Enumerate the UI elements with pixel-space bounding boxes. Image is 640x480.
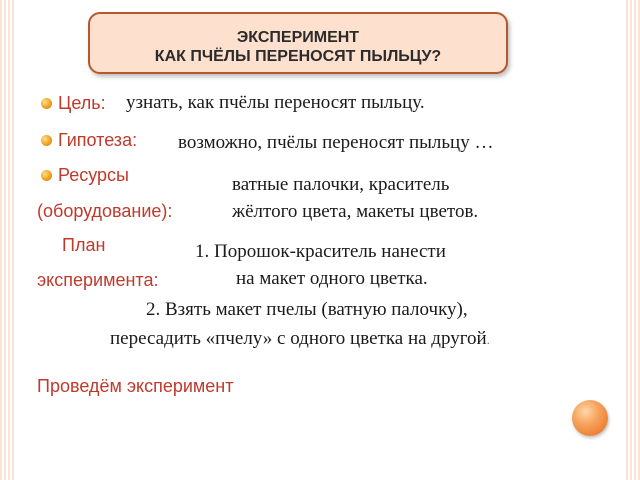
plan-label-line-1: План bbox=[62, 235, 106, 255]
goal-text: узнать, как пчёлы переносят пыльцу. bbox=[126, 92, 425, 113]
decorative-circle-icon bbox=[572, 400, 608, 436]
slide-title bbox=[88, 12, 508, 74]
plan-step-2-text: пересадить «пчелу» с одного цветка на другой bbox=[110, 328, 487, 349]
bullet-icon bbox=[41, 135, 52, 146]
plan-step-2-line-2 bbox=[110, 328, 490, 351]
resources-text-line-1: ватные палочки, краситель bbox=[232, 174, 450, 195]
plan-step-1-line-2: на макет одного цветка. bbox=[236, 268, 428, 289]
title-line-1: ЭКСПЕРИМЕНТ bbox=[236, 29, 360, 46]
hypothesis-text: возможно, пчёлы переносят пыльцу … bbox=[178, 132, 494, 153]
resources-label-line-1: Ресурсы bbox=[58, 165, 129, 185]
plan-step-2-line-1: 2. Взять макет пчелы (ватную палочку), bbox=[146, 299, 468, 320]
left-decor-stripe bbox=[0, 0, 14, 480]
hypothesis-label: Гипотеза: bbox=[58, 130, 138, 150]
bullet-icon bbox=[41, 170, 52, 181]
title-line-2: КАК ПЧЁЛЫ ПЕРЕНОСЯТ ПЫЛЬЦУ? bbox=[154, 48, 442, 65]
plan-step-1-line-1: 1. Порошок-краситель нанести bbox=[195, 241, 446, 262]
goal-label: Цель: bbox=[58, 93, 106, 113]
plan-label-line-2: эксперимента: bbox=[37, 270, 159, 290]
resources-label-line-2: (оборудование): bbox=[37, 201, 173, 221]
resources-text-line-2: жёлтого цвета, макеты цветов. bbox=[232, 201, 479, 222]
bullet-icon bbox=[41, 98, 52, 109]
plan-step-2-dot: . bbox=[486, 333, 490, 347]
right-decor-stripe bbox=[626, 0, 640, 480]
footer-text: Проведём эксперимент bbox=[37, 376, 234, 396]
